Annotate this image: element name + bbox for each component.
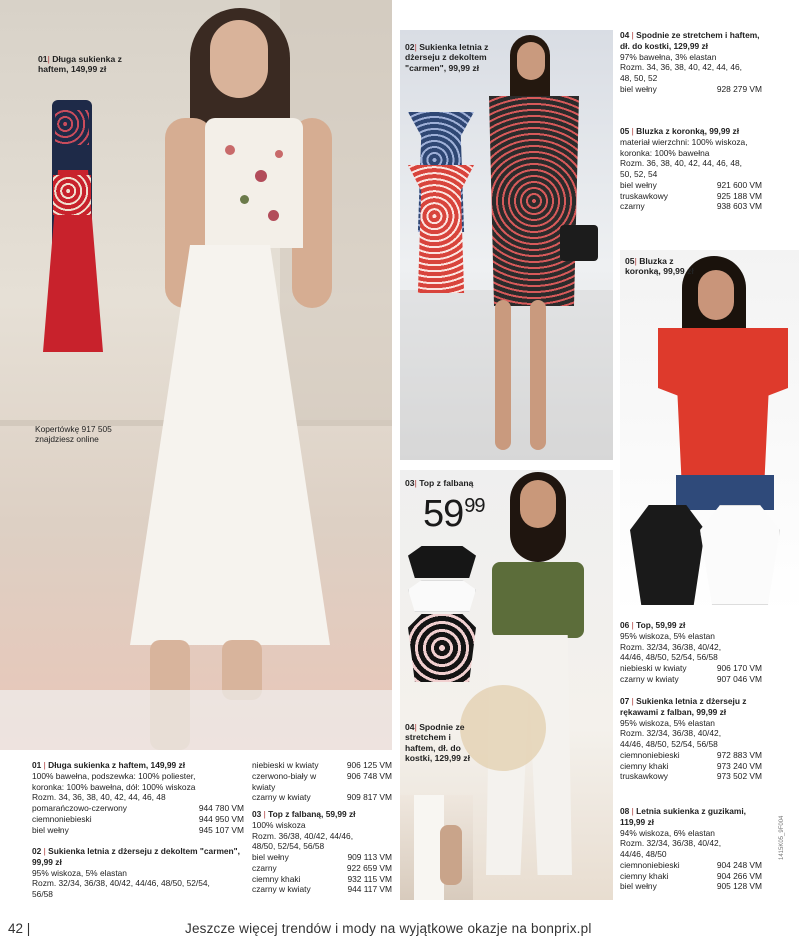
photo-panel-05: [620, 250, 799, 615]
top-thumb-black: [408, 546, 476, 578]
page-footer: [0, 913, 799, 951]
caption-02: 02| Sukienka letnia z dżerseju z dekoltem "carmen", 99,99 zł: [405, 42, 489, 73]
caption-03: 03| Top z falbaną: [405, 478, 474, 488]
kopertowka-note: Kopertówkę 917 505 znajdziesz online: [35, 424, 112, 445]
detail-08: 08 | Letnia sukienka z guzikami, 119,99 zł 94% wiskoza, 6% elastan Rozm. 32/34, 36/38, 40/42, 44/46, 48/50 ciemnoniebieski 904 248 VM ciemny khaki 904 266 VM biel wełny 905 128 VM: [620, 806, 762, 892]
khaki-top: [492, 562, 584, 638]
caption-05: 05| Bluzka z koronką, 99,99 zł: [625, 256, 694, 277]
top-thumb-floral: [408, 614, 476, 682]
top-thumb-white-lace: [700, 505, 780, 605]
footer-promo-text[interactable]: Jeszcze więcej trendów i mody na wyjątkowe okazje na bonprix.pl: [185, 921, 592, 936]
detail-07: 07 | Sukienka letnia z dżerseju z rękawami z falban, 99,99 zł 95% wiskoza, 5% elastan Rozm. 32/34, 36/38, 40/42, 44/46, 48/50, 52/54, 56/58 ciemnoniebieski 972 883 VM ciemny khaki 973 240 VM truskawkowy 973 502 VM: [620, 696, 762, 782]
detail-06: 06 | Top, 59,99 zł 95% wiskoza, 5% elastan Rozm. 32/34, 36/38, 40/42, 44/46, 48/50, 52/54, 56/58 niebieski w kwiaty 906 170 VM czarny w kwiaty 907 046 VM: [620, 620, 762, 684]
dress-bodice: [205, 118, 303, 248]
top-thumb-black-lace: [630, 505, 705, 605]
catalog-code: 1415K05_9F004: [779, 815, 785, 860]
page-number: 42 |: [8, 921, 31, 936]
trousers-detail-thumb: [400, 795, 473, 900]
crossbody-bag: [560, 225, 598, 261]
floral-dress: [484, 96, 584, 306]
red-blouse: [658, 328, 788, 478]
detail-05: 05 | Bluzka z koronką, 99,99 zł materiał wierzchni: 100% wiskoza, koronka: 100% bawełna Rozm. 36, 38, 40, 42, 44, 46, 48, 50, 52, 54 biel wełny 921 600 VM truskawkowy 925 188 VM czarny 938 603 VM: [620, 126, 762, 212]
caption-01: 01| Długa sukienka z haftem, 149,99 zł: [38, 54, 122, 75]
big-price: $59^{99}$: [423, 493, 485, 535]
caption-04: 04| Spodnie ze stretchem i haftem, dł. do kostki, 129,99 zł: [405, 722, 470, 764]
top-thumb-white: [408, 580, 476, 612]
detail-02: 02 | Sukienka letnia z dżerseju z dekoltem "carmen", 99,99 zł 95% wiskoza, 5% elastan Rozm. 32/34, 36/38, 40/42, 44/46, 48/50, 52/54, 56/58: [32, 846, 240, 899]
detail-01: 01 | Długa sukienka z haftem, 149,99 zł 100% bawełna, podszewka: 100% poliester, koronka: 100% bawełna, dół: 100% wiskoza Rozm. 34, 36, 38, 40, 42, 44, 46, 48 pomarańczowo-czerwony 944 780 VM ciemnoniebieski 944 950 VM biel wełny 945 107 VM: [32, 760, 244, 835]
detail-04: 04 | Spodnie ze stretchem i haftem, dł. do kostki, 129,99 zł 97% bawełna, 3% elastan Rozm. 34, 36, 38, 40, 42, 44, 46, 48, 50, 52 biel wełny 928 279 VM: [620, 30, 762, 94]
detail-03: 03 | Top z falbaną, 59,99 zł 100% wiskoza Rozm. 36/38, 40/42, 44/46, 48/50, 52/54, 56/58 biel wełny 909 113 VM czarny 922 659 VM ciemny khaki 932 115 VM czarny w kwiaty 944 117 VM: [252, 809, 392, 895]
detail-02-colors: niebieski w kwiaty 906 125 VM czerwono-biały w kwiaty 906 748 VM czarny w kwiaty 909 817 VM: [252, 760, 392, 803]
model-face: [210, 20, 268, 98]
